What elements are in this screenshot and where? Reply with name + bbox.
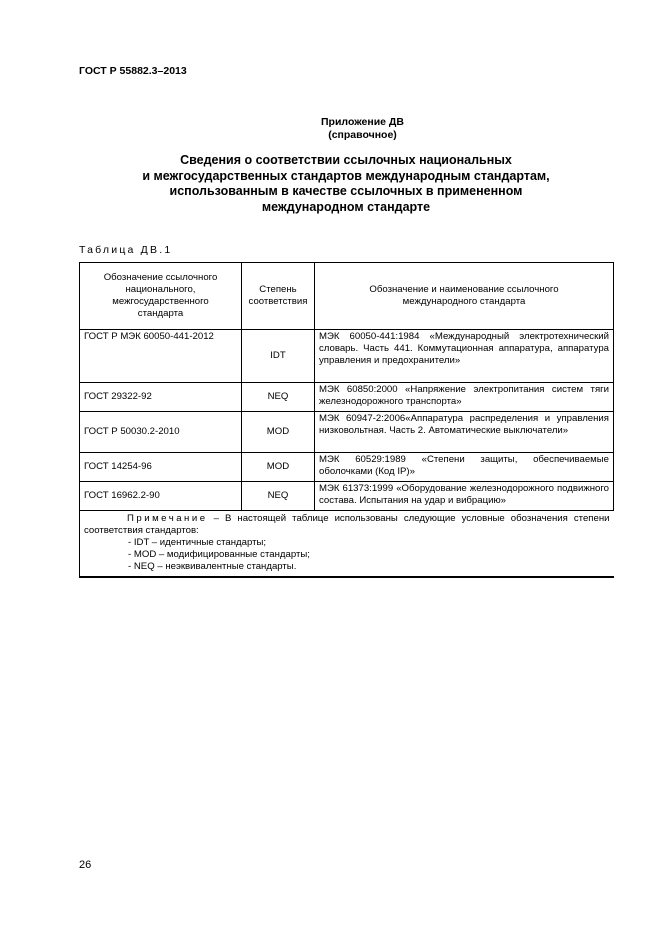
annex-title-line: Сведения о соответствии ссылочных национальных xyxy=(180,153,512,167)
note-item: - NEQ – неэквивалентные стандарты. xyxy=(128,561,297,572)
cell-international: МЭК 60947-2:2006«Аппаратура распределения и управления низковольтная. Часть 2. Автоматические выключатели» xyxy=(315,412,614,453)
table-header-row xyxy=(80,263,614,330)
cell-international: МЭК 60050-441:1984 «Международный электротехнический словарь. Часть 441. Коммутационная аппаратура, аппаратура управления и предохранители» xyxy=(315,330,614,383)
annex-title-line: международном стандарте xyxy=(261,199,431,214)
table-row xyxy=(80,383,614,412)
cell-national: ГОСТ 16962.2-90 xyxy=(80,482,242,511)
annex-type: (справочное) xyxy=(328,129,397,141)
cell-national: ГОСТ 14254-96 xyxy=(80,453,242,482)
table-row xyxy=(80,453,614,482)
note-lead xyxy=(84,513,610,537)
header-degree: Степень соответствия xyxy=(242,263,315,330)
cell-national: ГОСТ Р 50030.2-2010 xyxy=(80,412,242,453)
annex-title-line: использованным в качестве ссылочных в примененном xyxy=(169,184,523,198)
cell-degree: IDT xyxy=(242,330,315,383)
correspondence-table xyxy=(79,262,614,578)
annex-title xyxy=(79,153,613,215)
cell-international: МЭК 61373:1999 «Оборудование железнодорожного подвижного состава. Испытания на удар и вибрацию» xyxy=(315,482,614,511)
cell-national: ГОСТ 29322-92 xyxy=(80,383,242,412)
table-caption: Таблица ДВ.1 xyxy=(79,244,173,256)
note-item: - MOD – модифицированные стандарты; xyxy=(128,549,310,560)
table-row xyxy=(80,412,614,453)
annex-name: Приложение ДВ xyxy=(321,116,404,128)
cell-degree: MOD xyxy=(242,453,315,482)
annex-title-line: и межгосударственных стандартов международным стандартам, xyxy=(142,168,550,183)
header-international-standard: Обозначение и наименование ссылочного международного стандарта xyxy=(315,263,614,330)
table-row xyxy=(80,482,614,511)
note-text: – В настоящей таблице использованы следующие условные обозначения степени соответствия стандартов: xyxy=(84,513,610,536)
note-item: - IDT – идентичные стандарты; xyxy=(128,537,267,548)
document-code: ГОСТ Р 55882.3–2013 xyxy=(79,65,187,77)
table-note xyxy=(80,511,614,578)
cell-degree: MOD xyxy=(242,412,315,453)
page-number: 26 xyxy=(79,859,92,871)
table-note-row xyxy=(80,511,614,578)
cell-national: ГОСТ Р МЭК 60050-441-2012 xyxy=(80,330,242,383)
cell-international: МЭК 60850:2000 «Напряжение электропитания систем тяги железнодорожного транспорта» xyxy=(315,383,614,412)
table-row xyxy=(80,330,614,383)
cell-degree: NEQ xyxy=(242,383,315,412)
cell-degree: NEQ xyxy=(242,482,315,511)
header-national-standard: Обозначение ссылочного национального, межгосударственного стандарта xyxy=(80,263,242,330)
note-label: Примечание xyxy=(127,513,208,524)
cell-international: МЭК 60529:1989 «Степени защиты, обеспечиваемые оболочками (Код IP)» xyxy=(315,453,614,482)
